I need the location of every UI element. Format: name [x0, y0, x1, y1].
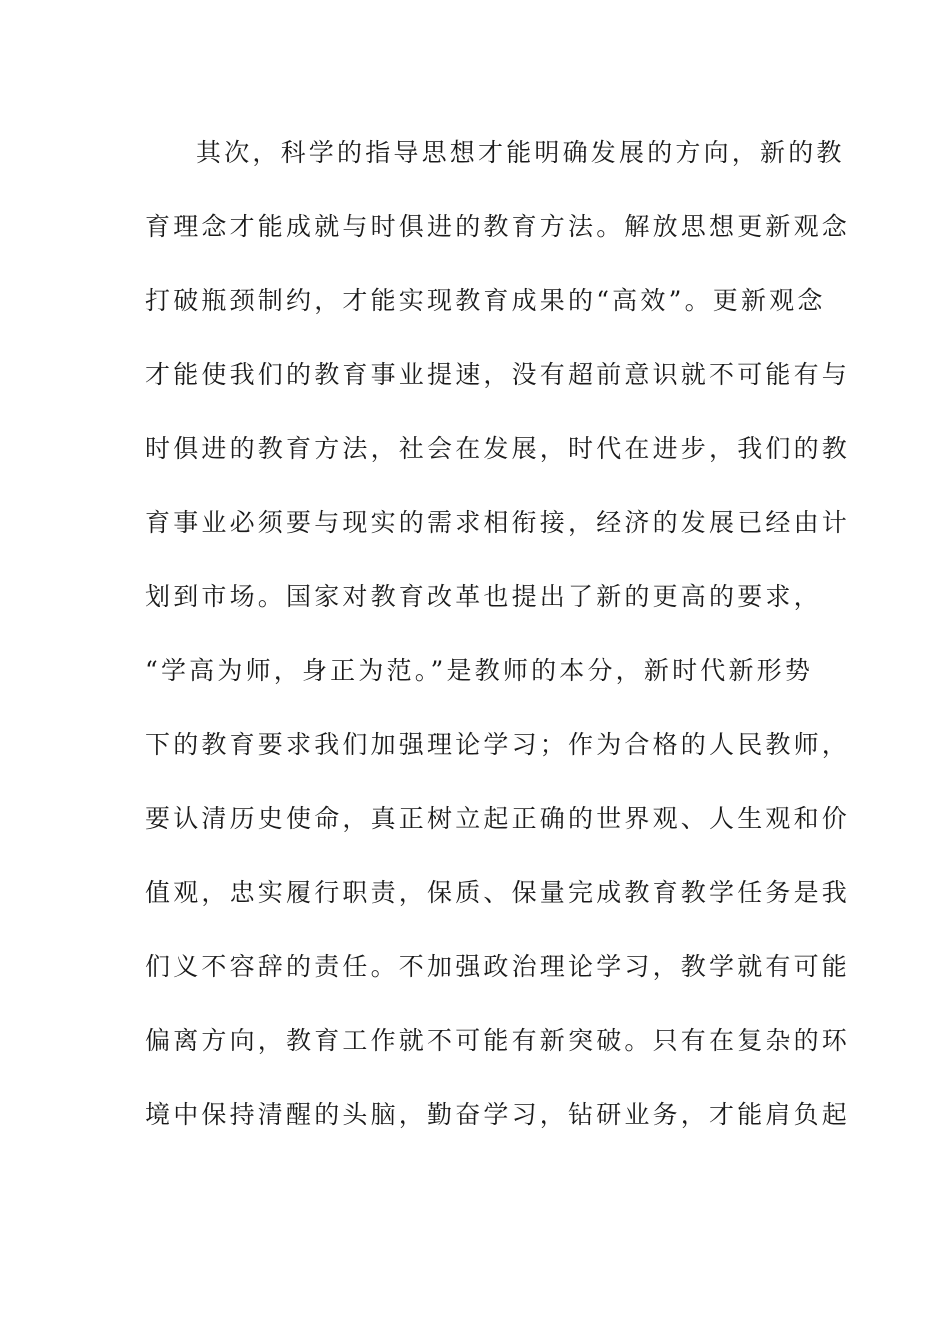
- text-line-3: 打破瓶颈制约，才能实现教育成果的“高效”。更新观念: [145, 286, 826, 315]
- text-line-4: 才能使我们的教育事业提速，没有超前意识就不可能有与: [145, 360, 851, 389]
- text-line-8: “学高为师，身正为范。”是教师的本分，新时代新形势: [145, 656, 814, 685]
- text-line-9: 下的教育要求我们加强理论学习；作为合格的人民教师，: [145, 730, 851, 759]
- text-line-7: 划到市场。国家对教育改革也提出了新的更高的要求，: [145, 582, 822, 611]
- text-line-11: 值观，忠实履行职责，保质、保量完成教育教学任务是我: [145, 878, 851, 907]
- text-line-1: 其次，科学的指导思想才能明确发展的方向，新的教: [196, 138, 845, 167]
- text-line-10: 要认清历史使命，真正树立起正确的世界观、人生观和价: [145, 804, 851, 833]
- text-line-12: 们义不容辞的责任。不加强政治理论学习，教学就有可能: [145, 952, 851, 981]
- text-line-13: 偏离方向，教育工作就不可能有新突破。只有在复杂的环: [145, 1026, 851, 1055]
- text-line-2: 育理念才能成就与时俱进的教育方法。解放思想更新观念: [145, 212, 851, 241]
- text-line-6: 育事业必须要与现实的需求相衔接，经济的发展已经由计: [145, 508, 851, 537]
- text-line-5: 时俱进的教育方法，社会在发展，时代在进步，我们的教: [145, 434, 851, 463]
- text-line-14: 境中保持清醒的头脑，勤奋学习，钻研业务，才能肩负起: [145, 1100, 851, 1129]
